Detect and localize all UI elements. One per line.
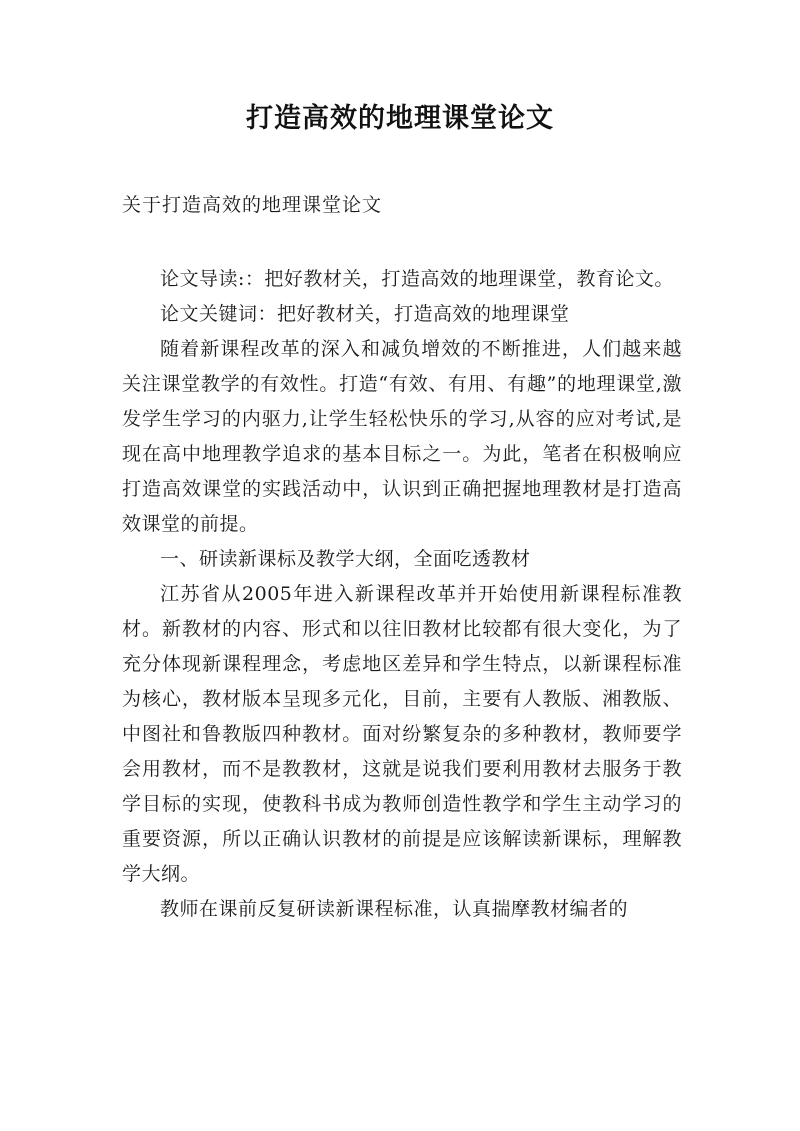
- document-body: [122, 262, 682, 927]
- paragraph-teacher: 教师在课前反复研读新课程标准，认真揣摩教材编者的: [160, 898, 629, 920]
- document-subtitle: 关于打造高效的地理课堂论文: [122, 194, 383, 216]
- section-heading-1: 一、研读新课标及教学大纲，全面吃透教材: [160, 548, 531, 570]
- paragraph-background: 随着新课程改革的深入和减负增效的不断推进，人们越来越关注课堂教学的有效性。打造“有效、有用、有趣”的地理课堂,激发学生学习的内驱力,让学生轻松快乐的学习,从容的应对考试,是现在高中地理教学追求的基本目标之一。为此，笔者在积极响应打造高效课堂的实践活动中，认识到正确把握地理教材是打造高效课堂的前提。: [122, 338, 682, 535]
- paragraph-curriculum: 江苏省从2005年进入新课程改革并开始使用新课程标准教材。新教材的内容、形式和以往旧教材比较都有很大变化，为了充分体现新课程理念，考虑地区差异和学生特点，以新课程标准为核心，教材版本呈现多元化，目前，主要有人教版、湘教版、中图社和鲁教版四种教材。面对纷繁复杂的多种教材，教师要学会用教材，而不是教教材，这就是说我们要利用教材去服务于教学目标的实现，使教科书成为教师创造性教学和学生主动学习的重要资源，所以正确认识教材的前提是应该解读新课标，理解教学大纲。: [122, 583, 682, 885]
- paragraph-intro: 论文导读:：把好教材关，打造高效的地理课堂，教育论文。: [160, 268, 674, 290]
- paragraph-keywords: 论文关键词：把好教材关，打造高效的地理课堂: [160, 303, 570, 325]
- document-title: 打造高效的地理课堂论文: [246, 103, 554, 134]
